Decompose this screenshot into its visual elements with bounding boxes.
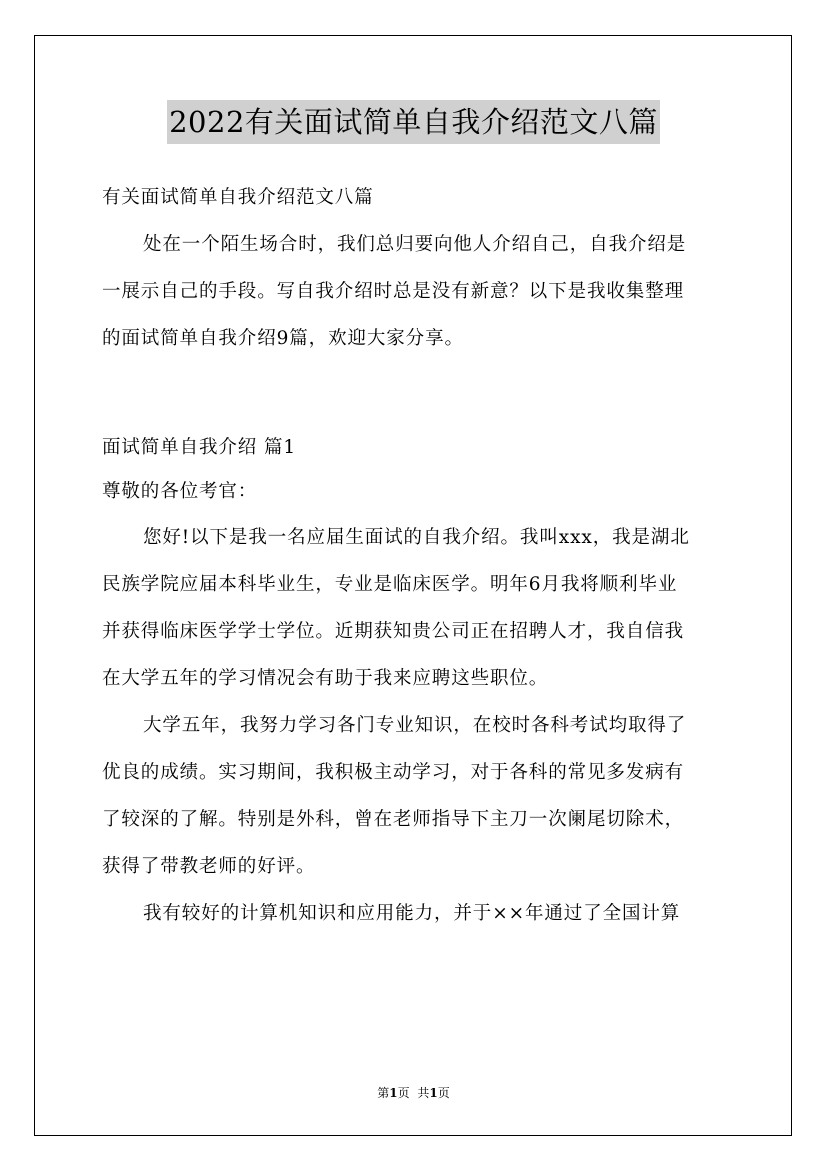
paragraph-line: 我有较好的计算机知识和应用能力，并于××年通过了全国计算 <box>143 903 681 924</box>
footer-total-prefix: 共 <box>417 1086 430 1100</box>
paragraph-line: 大学五年，我努力学习各门专业知识，在校时各科考试均取得了 <box>143 715 687 736</box>
intro-line: 处在一个陌生场合时，我们总归要向他人介绍自己，自我介绍是 <box>143 234 687 255</box>
footer-page-suffix: 页 <box>397 1086 410 1100</box>
paragraph-line: 获得了带教老师的好评。 <box>102 856 316 877</box>
document-subtitle: 有关面试简单自我介绍范文八篇 <box>102 187 374 208</box>
footer-total-suffix: 页 <box>437 1086 450 1100</box>
paragraph-line: 民族学院应届本科毕业生，专业是临床医学。明年6月我将顺利毕业 <box>102 574 678 595</box>
footer-page-number: 1 <box>389 1086 398 1100</box>
paragraph-line: 并获得临床医学学士学位。近期获知贵公司正在招聘人才，我自信我 <box>102 621 685 642</box>
paragraph-line: 在大学五年的学习情况会有助于我来应聘这些职位。 <box>102 668 549 689</box>
intro-line: 一展示自己的手段。写自我介绍时总是没有新意？以下是我收集整理 <box>102 281 685 302</box>
title-container <box>0 100 827 144</box>
paragraph-line: 了较深的了解。特别是外科，曾在老师指导下主刀一次阑尾切除术， <box>102 809 685 830</box>
document-title: 2022有关面试简单自我介绍范文八篇 <box>167 100 660 144</box>
page-footer <box>0 1085 827 1101</box>
intro-line: 的面试简单自我介绍9篇，欢迎大家分享。 <box>102 328 464 349</box>
paragraph-line: 您好!以下是我一名应届生面试的自我介绍。我叫xxx，我是湖北 <box>143 527 690 548</box>
document-body <box>102 174 730 937</box>
section-heading: 面试简单自我介绍 篇1 <box>102 437 297 458</box>
footer-total-pages: 1 <box>429 1086 438 1100</box>
paragraph-line: 优良的成绩。实习期间，我积极主动学习，对于各科的常见多发病有 <box>102 762 685 783</box>
spacer <box>102 362 730 426</box>
salutation: 尊敬的各位考官： <box>102 481 258 502</box>
footer-page-prefix: 第 <box>377 1086 390 1100</box>
